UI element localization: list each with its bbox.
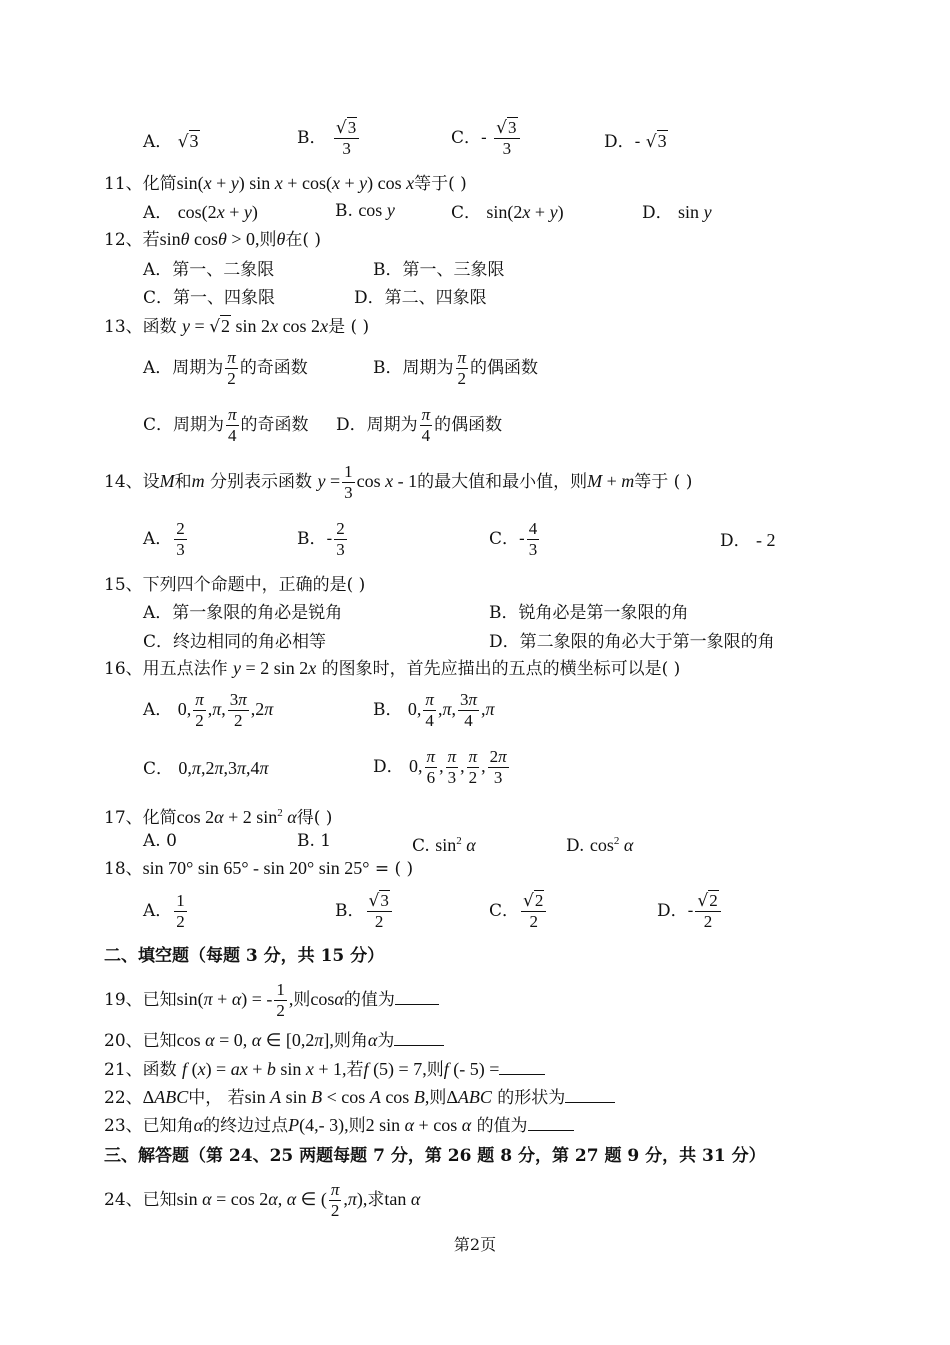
- q10-option-a: A． √3: [143, 131, 199, 152]
- q13-option-d: D．周期为 $\frac{\pi}{4}$ 的偶函数: [336, 405, 503, 445]
- section-2-title: 二、填空题（每题 3 分，共 15 分）: [104, 946, 385, 966]
- question-14-stem: 14、设M和m 分别表示函数 y = $\frac{1}{3}$ cos x - 1的最大值和最小值，则M + m等于 ( ): [104, 462, 693, 502]
- q11-option-a: A． cos(2x + y): [143, 202, 258, 223]
- q16-option-d: D． 0, $\frac{\pi}{6}$ , $\frac{\pi}{3}$ , $\frac{\pi}{2}$ , $\frac{2\pi}{3}$: [373, 747, 507, 787]
- q11-option-d: D． sin y: [642, 202, 712, 223]
- question-21: 21、函数 f (x) = ax + b sin x + 1,若f (5) = 7,则f (- 5) =: [104, 1058, 545, 1081]
- q18-option-d: D．- $\frac{√2}{2}$: [657, 891, 723, 932]
- q14-option-d: D． - 2: [720, 530, 776, 551]
- q16-option-b: B． 0, $\frac{\pi}{4}$ ,π, $\frac{3\pi}{4}$ ,π: [373, 690, 495, 730]
- question-20: 20、已知cos α = 0, α ∈ [0,2π],则角α为: [104, 1029, 444, 1052]
- q17-option-d: D. $\cos^2 \alpha$: [566, 835, 634, 856]
- question-13-stem: 13、函数 y = √2 sin 2x cos 2x是 ( ): [104, 316, 370, 337]
- q17-option-b: B. 1: [297, 831, 332, 851]
- q18-option-c: C． $\frac{√2}{2}$: [489, 891, 548, 932]
- question-24: 24、已知sin α = cos 2α, α ∈ ( $\frac{\pi}{2}$ ,π),求tan α: [104, 1180, 421, 1220]
- q15-option-d: D．第二象限的角必大于第一象限的角: [489, 632, 775, 652]
- q14-option-a: A． $\frac{2}{3}$: [143, 519, 185, 559]
- q12-option-c: C．第一、四象限: [143, 288, 276, 308]
- question-15-stem: 15、下列四个命题中，正确的是( ): [104, 575, 366, 595]
- q12-option-b: B．第一、三象限: [373, 260, 505, 280]
- question-16-stem: 16、用五点法作 y = 2 sin 2x 的图象时，首先应描出的五点的横坐标可以是( ): [104, 658, 681, 679]
- question-18-stem: 18、sin 70° sin 65° - sin 20° sin 25° = ( ): [104, 858, 414, 879]
- q15-option-b: B．锐角必是第一象限的角: [489, 603, 689, 623]
- sqrt-3: √3: [177, 131, 199, 152]
- q13-option-a: A．周期为 $\frac{\pi}{2}$ 的奇函数: [143, 348, 308, 388]
- q16-option-c: C． 0,π,2π,3π,4π: [143, 758, 269, 779]
- q12-option-a: A．第一、二象限: [143, 260, 275, 280]
- section-3-title: 三、解答题（第 24、25 两题每题 7 分，第 26 题 8 分，第 27 题 9 分，共 31 分）: [104, 1146, 766, 1166]
- q10-option-d: D．- √3: [604, 131, 667, 152]
- question-11-stem: 11、化简sin(x + y) sin x + cos(x + y) cos x等于( ): [104, 173, 467, 194]
- q12-option-d: D．第二、四象限: [354, 288, 487, 308]
- question-17-stem: 17、化简cos 2α + 2 $\sin^2 \alpha$得( ): [104, 807, 333, 828]
- q15-option-c: C．终边相同的角必相等: [143, 632, 327, 652]
- q14-option-c: C．- $\frac{4}{3}$: [489, 519, 538, 559]
- q10-option-b: B． $\frac{√3}{3}$: [297, 118, 361, 159]
- page-number: 第2页: [453, 1235, 497, 1254]
- q14-option-b: B．- $\frac{2}{3}$: [297, 519, 345, 559]
- question-23: 23、已知角α的终边过点P(4,- 3),则2 sin α + cos α 的值为: [104, 1114, 574, 1137]
- q16-option-a: A． 0, $\frac{\pi}{2}$ ,π, $\frac{3\pi}{2}$ ,2π: [143, 690, 274, 730]
- q10-option-c: C．- $\frac{√3}{3}$: [451, 118, 522, 159]
- q17-option-c: C. $\sin^2 \alpha$: [412, 835, 476, 856]
- q15-option-a: A．第一象限的角必是锐角: [143, 603, 343, 623]
- q18-option-a: A． $\frac{1}{2}$: [143, 891, 185, 931]
- question-19: 19、已知sin(π + α) = - $\frac{1}{2}$ ,则cosα的值为: [104, 980, 439, 1021]
- question-22: 22、ΔABC中， 若sin A sin B < cos A cos B,则ΔABC 的形状为: [104, 1086, 615, 1109]
- q11-option-b: B. cos y: [335, 200, 395, 221]
- q18-option-b: B． $\frac{√3}{2}$: [335, 891, 394, 932]
- question-12-stem: 12、若sinθ cosθ > 0,则θ在( ): [104, 229, 322, 250]
- q11-option-c: C． sin(2x + y): [451, 202, 564, 223]
- q13-option-c: C．周期为 $\frac{\pi}{4}$ 的奇函数: [143, 405, 309, 445]
- q17-option-a: A. 0: [143, 831, 177, 851]
- q13-option-b: B．周期为 $\frac{\pi}{2}$ 的偶函数: [373, 348, 539, 388]
